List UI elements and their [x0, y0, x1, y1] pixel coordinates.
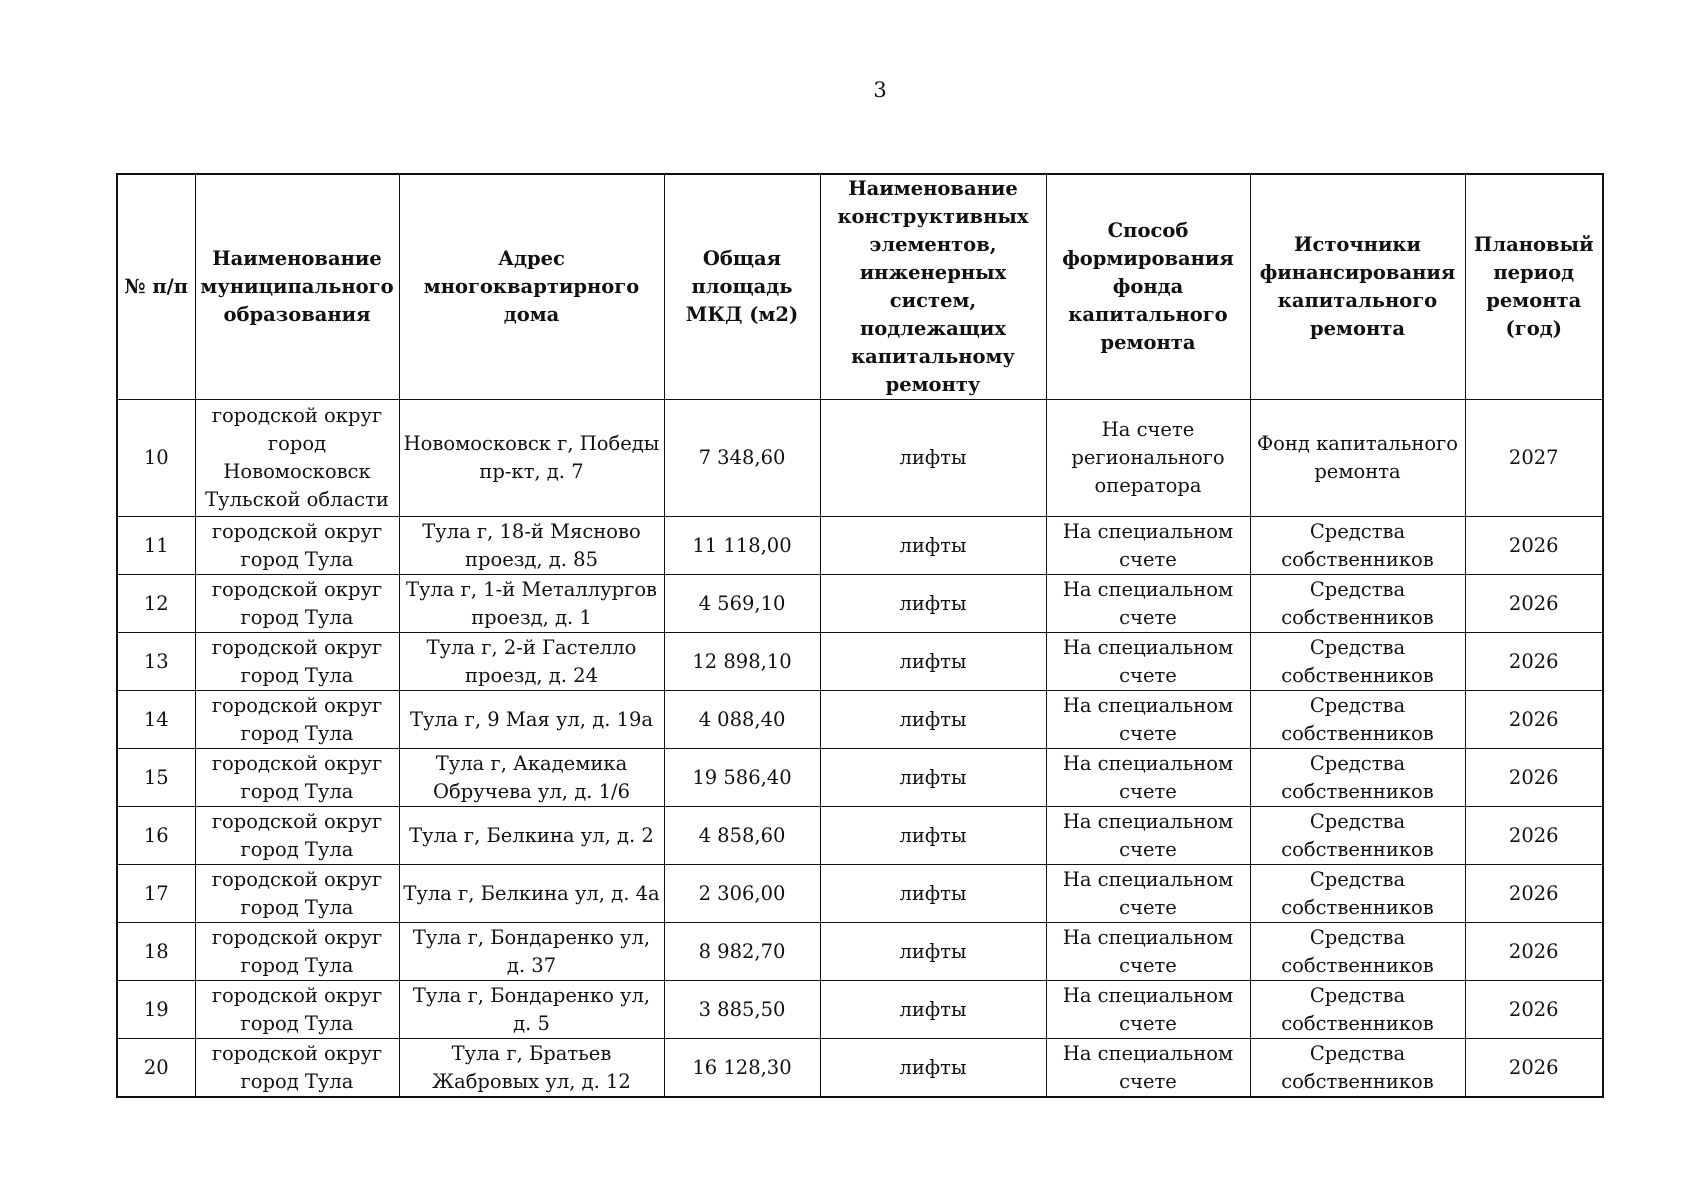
- cell-area: 11 118,00: [664, 517, 820, 575]
- table-row: [117, 981, 1603, 1039]
- cell-elements: лифты: [820, 575, 1046, 633]
- cell-planned-year: 2027: [1465, 400, 1603, 517]
- cell-municipality: городской округ город Тула: [195, 575, 399, 633]
- cell-fund-method: На специальном счете: [1046, 517, 1250, 575]
- cell-funding-source: Средства собственников: [1250, 517, 1465, 575]
- cell-area: 7 348,60: [664, 400, 820, 517]
- cell-elements: лифты: [820, 807, 1046, 865]
- header-cell-area: Общая площадь МКД (м2): [664, 174, 820, 400]
- table-row: [117, 923, 1603, 981]
- cell-planned-year: 2026: [1465, 633, 1603, 691]
- table-row: [117, 749, 1603, 807]
- cell-municipality: городской округ город Новомосковск Тульской области: [195, 400, 399, 517]
- cell-area: 12 898,10: [664, 633, 820, 691]
- cell-fund-method: На специальном счете: [1046, 633, 1250, 691]
- cell-elements: лифты: [820, 981, 1046, 1039]
- table-row: [117, 575, 1603, 633]
- cell-funding-source: Средства собственников: [1250, 691, 1465, 749]
- cell-municipality: городской округ город Тула: [195, 923, 399, 981]
- cell-planned-year: 2026: [1465, 749, 1603, 807]
- cell-elements: лифты: [820, 400, 1046, 517]
- cell-fund-method: На специальном счете: [1046, 923, 1250, 981]
- cell-area: 8 982,70: [664, 923, 820, 981]
- table-row: [117, 1039, 1603, 1098]
- cell-municipality: городской округ город Тула: [195, 865, 399, 923]
- cell-fund-method: На специальном счете: [1046, 691, 1250, 749]
- cell-fund-method: На специальном счете: [1046, 749, 1250, 807]
- page-number: 3: [873, 78, 887, 102]
- cell-number: 16: [117, 807, 195, 865]
- header-row: [117, 174, 1603, 400]
- cell-elements: лифты: [820, 633, 1046, 691]
- cell-area: 4 088,40: [664, 691, 820, 749]
- cell-number: 20: [117, 1039, 195, 1098]
- cell-planned-year: 2026: [1465, 691, 1603, 749]
- cell-funding-source: Средства собственников: [1250, 575, 1465, 633]
- cell-funding-source: Средства собственников: [1250, 865, 1465, 923]
- cell-area: 3 885,50: [664, 981, 820, 1039]
- cell-elements: лифты: [820, 691, 1046, 749]
- cell-fund-method: На специальном счете: [1046, 981, 1250, 1039]
- cell-elements: лифты: [820, 749, 1046, 807]
- cell-municipality: городской округ город Тула: [195, 633, 399, 691]
- cell-municipality: городской округ город Тула: [195, 807, 399, 865]
- cell-number: 18: [117, 923, 195, 981]
- cell-number: 14: [117, 691, 195, 749]
- cell-address: Тула г, Академика Обручева ул, д. 1/6: [399, 749, 664, 807]
- cell-funding-source: Средства собственников: [1250, 1039, 1465, 1098]
- cell-fund-method: На специальном счете: [1046, 807, 1250, 865]
- cell-municipality: городской округ город Тула: [195, 691, 399, 749]
- cell-area: 16 128,30: [664, 1039, 820, 1098]
- table-row: [117, 633, 1603, 691]
- cell-funding-source: Фонд капитального ремонта: [1250, 400, 1465, 517]
- table-row: [117, 691, 1603, 749]
- header-cell-planned-year: Плановый период ремонта (год): [1465, 174, 1603, 400]
- cell-elements: лифты: [820, 1039, 1046, 1098]
- cell-address: Тула г, Бондаренко ул, д. 5: [399, 981, 664, 1039]
- cell-address: Тула г, 18-й Мясново проезд, д. 85: [399, 517, 664, 575]
- cell-address: Новомосковск г, Победы пр-кт, д. 7: [399, 400, 664, 517]
- cell-municipality: городской округ город Тула: [195, 517, 399, 575]
- cell-address: Тула г, 9 Мая ул, д. 19а: [399, 691, 664, 749]
- cell-number: 17: [117, 865, 195, 923]
- header-cell-funding-source: Источники финансирования капитального ремонта: [1250, 174, 1465, 400]
- cell-number: 11: [117, 517, 195, 575]
- cell-funding-source: Средства собственников: [1250, 807, 1465, 865]
- cell-planned-year: 2026: [1465, 517, 1603, 575]
- cell-address: Тула г, Белкина ул, д. 4а: [399, 865, 664, 923]
- header-cell-fund-method: Способ формирования фонда капитального ремонта: [1046, 174, 1250, 400]
- cell-fund-method: На специальном счете: [1046, 865, 1250, 923]
- cell-planned-year: 2026: [1465, 807, 1603, 865]
- cell-elements: лифты: [820, 865, 1046, 923]
- cell-number: 15: [117, 749, 195, 807]
- cell-planned-year: 2026: [1465, 981, 1603, 1039]
- cell-address: Тула г, Белкина ул, д. 2: [399, 807, 664, 865]
- table-row: [117, 807, 1603, 865]
- table-row: [117, 517, 1603, 575]
- cell-number: 10: [117, 400, 195, 517]
- cell-number: 13: [117, 633, 195, 691]
- cell-elements: лифты: [820, 517, 1046, 575]
- capital-repair-table: [116, 173, 1604, 1098]
- header-cell-elements: Наименование конструктивных элементов, инженерных систем, подлежащих капитальному ремонту: [820, 174, 1046, 400]
- cell-address: Тула г, 1-й Металлургов проезд, д. 1: [399, 575, 664, 633]
- cell-fund-method: На специальном счете: [1046, 575, 1250, 633]
- cell-address: Тула г, Бондаренко ул, д. 37: [399, 923, 664, 981]
- cell-planned-year: 2026: [1465, 1039, 1603, 1098]
- table-row: [117, 400, 1603, 517]
- cell-address: Тула г, Братьев Жабровых ул, д. 12: [399, 1039, 664, 1098]
- cell-fund-method: На специальном счете: [1046, 1039, 1250, 1098]
- cell-municipality: городской округ город Тула: [195, 1039, 399, 1098]
- cell-area: 4 858,60: [664, 807, 820, 865]
- cell-number: 19: [117, 981, 195, 1039]
- cell-funding-source: Средства собственников: [1250, 923, 1465, 981]
- cell-area: 4 569,10: [664, 575, 820, 633]
- cell-funding-source: Средства собственников: [1250, 749, 1465, 807]
- cell-municipality: городской округ город Тула: [195, 981, 399, 1039]
- cell-fund-method: На счете регионального оператора: [1046, 400, 1250, 517]
- cell-municipality: городской округ город Тула: [195, 749, 399, 807]
- cell-elements: лифты: [820, 923, 1046, 981]
- header-cell-number: № п/п: [117, 174, 195, 400]
- cell-number: 12: [117, 575, 195, 633]
- cell-planned-year: 2026: [1465, 923, 1603, 981]
- cell-funding-source: Средства собственников: [1250, 633, 1465, 691]
- header-cell-municipality: Наименование муниципального образования: [195, 174, 399, 400]
- cell-area: 2 306,00: [664, 865, 820, 923]
- cell-funding-source: Средства собственников: [1250, 981, 1465, 1039]
- cell-address: Тула г, 2-й Гастелло проезд, д. 24: [399, 633, 664, 691]
- cell-planned-year: 2026: [1465, 865, 1603, 923]
- cell-area: 19 586,40: [664, 749, 820, 807]
- cell-planned-year: 2026: [1465, 575, 1603, 633]
- header-cell-address: Адрес многоквартирного дома: [399, 174, 664, 400]
- table-row: [117, 865, 1603, 923]
